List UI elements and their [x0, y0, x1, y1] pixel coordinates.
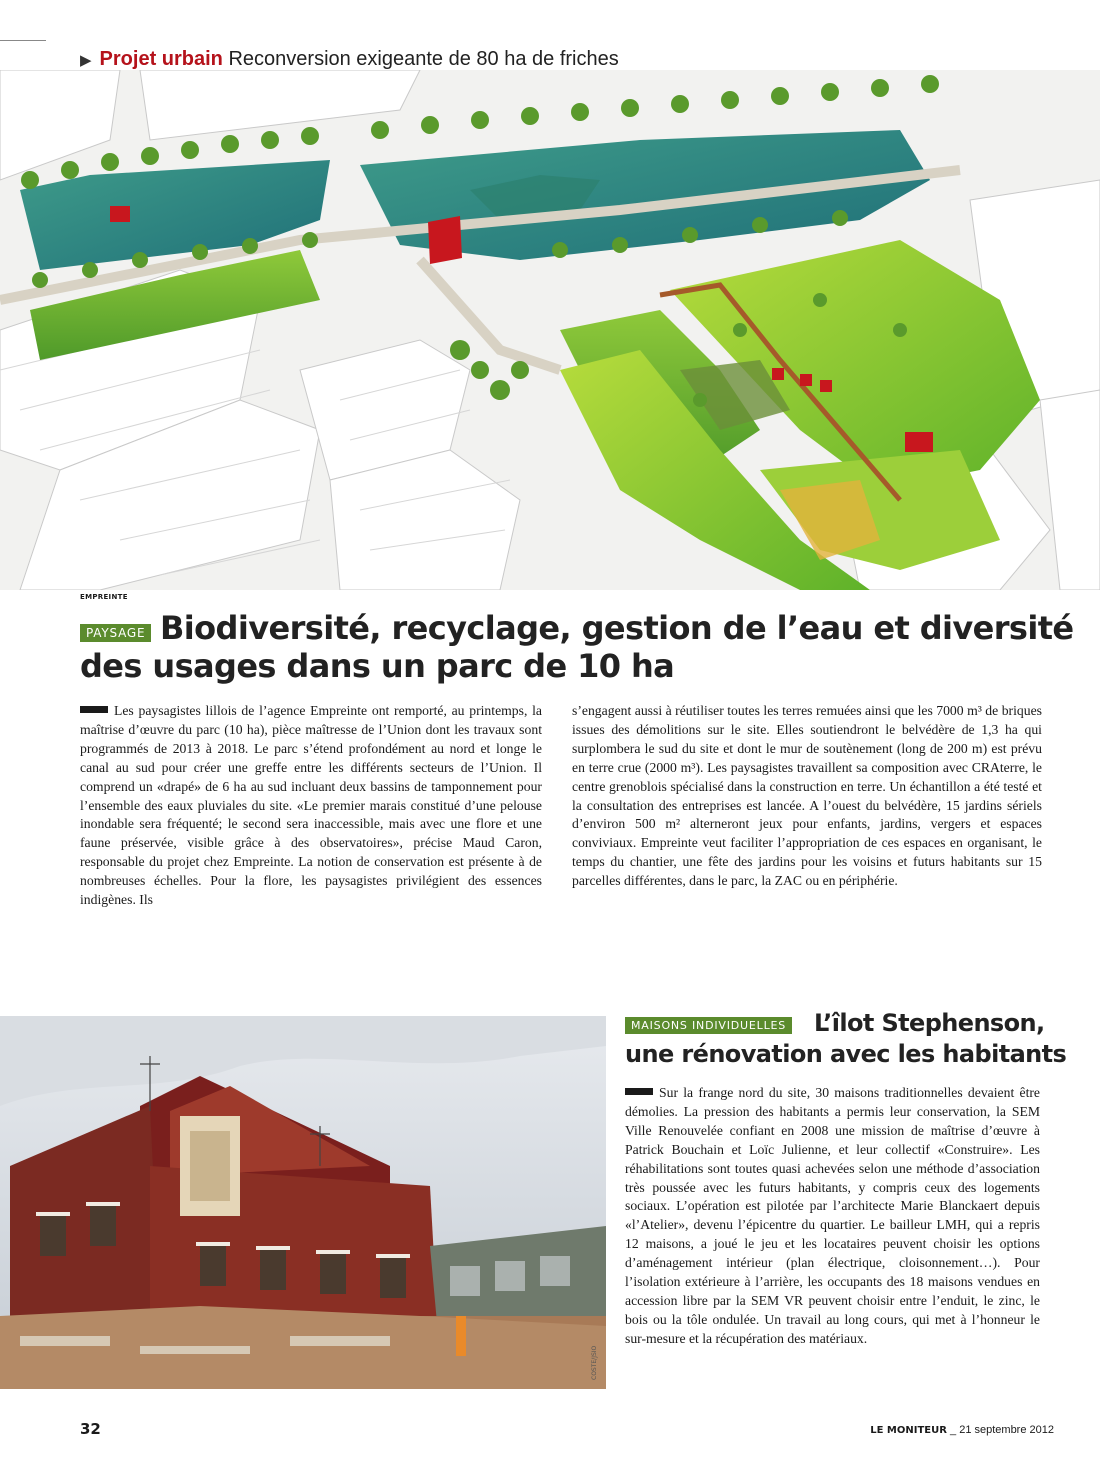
photo-credit: COSTE/JSIO — [591, 1345, 598, 1380]
headline-line-1: Biodiversité, recyclage, gestion de l’eau et diversité — [160, 609, 1074, 647]
magazine-name: LE MONITEUR — [870, 1425, 947, 1436]
paragraph-marker — [80, 706, 108, 713]
category-tag-2: MAISONS INDIVIDUELLES — [625, 1017, 792, 1034]
section-subtitle: Reconversion exigeante de 80 ha de friches — [228, 48, 619, 70]
page-number: 32 — [80, 1420, 101, 1438]
category-tag: PAYSAGE — [80, 624, 151, 642]
image-credit: EMPREINTE — [80, 593, 128, 601]
footer-publication — [870, 1424, 1054, 1436]
section-title: Projet urbain — [99, 48, 223, 70]
article-body-col2: s’engagent aussi à réutiliser toutes les terres remuées ainsi que les 7000 m³ de briques issues des démolitions sur le site. Elles soutiendront le belvédère de 1,3 ha qui surplombera le sud du site et dont le mur de soutènement (long de 200 m) est prévu en terre crue (2000 m³). Les paysagistes travaillent sa composition avec CRAterre, le centre grenoblois spécialisé dans la construction en terre. Un échantillon a été testé et la consultation des entreprises est lancée. A l’ouest du belvédère, 15 jardins sériels d’environ 500 m² alterneront jeux pour enfants, jardins, vergers et espaces conviviaux. Empreinte veut faciliter l’appropriation de ces espaces en organisant, le temps du chantier, une fête des jardins pour les voisins et futurs habitants sur 15 parcelles différentes, dans le parc, la ZAC ou en périphérie. — [572, 703, 1042, 889]
crop-mark — [0, 40, 46, 41]
section-header — [80, 48, 619, 71]
article-column-1 — [80, 702, 542, 910]
article-body-col1: Les paysagistes lillois de l’agence Empreinte ont remporté, au printemps, la maîtrise d’œuvre du parc (10 ha), pièce maîtresse de l’Union dont les travaux sont programmés de 2013 à 2018. Le parc s’étend profondément au nord et longe le canal au sud pour créer une greffe entre les différents secteurs de l’Union. Il comprend un «drapé» de 6 ha au sud incluant deux bassins de tamponnement pour l’ensemble des eaux pluviales du site. «Le premier marais constitué d’une pelouse inondable sera fréquenté; le second sera inaccessible, mais avec une flore et une faune préservée, visible grâce à des observatoires», précise Maud Caron, responsable du projet chez Empreinte. La notion de conservation est présente à de nombreuses échelles. Pour la flore, les paysagistes privilégient des essences indigènes. Ils — [80, 703, 542, 908]
headline-2-line-1: L’îlot Stephenson, — [814, 1009, 1045, 1037]
headline-2-line-2: une rénovation avec les habitants — [625, 1040, 1067, 1068]
article-2-column — [625, 1084, 1040, 1349]
aerial-park-rendering — [0, 70, 1100, 590]
headline-line-2: des usages dans un parc de 10 ha — [80, 647, 675, 685]
rowhouse-photo — [0, 1016, 606, 1389]
article-2-body: Sur la frange nord du site, 30 maisons traditionnelles devaient être démolies. La pression des habitants a permis leur conservation, la SEM Ville Renouvelée confiant en 2008 une mission de maîtrise d’œuvre à Patrick Bouchain et Loïc Julienne, et leur collectif «Construire». Les réhabilitations sont toutes quasi achevées selon une méthode d’association très poussée avec les futurs habitants, y compris ceux des logements sociaux. L’opération est pilotée par l’architecte Marie Blanckaert depuis «l’Atelier», devenu l’épicentre du quartier. Le bailleur LMH, qui a repris 12 maisons, a joué le jeu et les locataires peuvent choisir les options d’aménagement intérieur (plan électrique, cloisonnement…). Pour l’isolation extérieure à l’arrière, les occupants des 18 maisons vendues en accession libre par la SEM VR peuvent choisir entre l’enduit, le zinc, le bois ou la tôle ondulée. Un travail au long cours, qui met à l’honneur le sur-mesure et la récupération des matériaux. — [625, 1085, 1040, 1346]
issue-date: 21 septembre 2012 — [959, 1424, 1054, 1436]
triangle-bullet-icon: ▶ — [80, 52, 92, 69]
footer-separator: _ — [950, 1424, 957, 1436]
article-column-2 — [572, 702, 1042, 891]
paragraph-marker-2 — [625, 1088, 653, 1095]
